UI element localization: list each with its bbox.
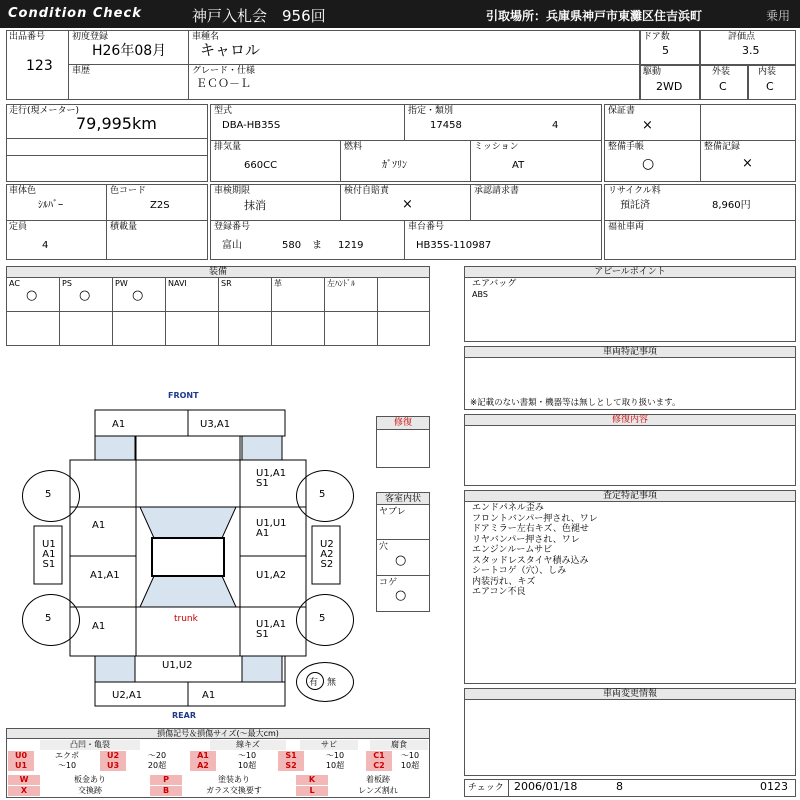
recycle-fee: 8,960円 xyxy=(712,200,751,211)
legend-group-1: 線キズ xyxy=(210,740,286,750)
logo: Condition Check xyxy=(8,6,142,21)
repair-content-title: 修復内容 xyxy=(465,415,795,426)
inspection-line-5: エンジンルームサビ xyxy=(472,545,553,555)
recycle-status: 預託済 xyxy=(620,200,650,211)
mission-label: ミッション xyxy=(474,142,519,152)
record-label: 整備記録 xyxy=(704,142,741,152)
chassis-label: 車台番号 xyxy=(408,222,445,232)
legend-r4-5: レンズ割れ xyxy=(358,786,398,795)
legend-r4-3: ガラス交換要す xyxy=(206,786,262,795)
inspection-line-4: リヤバンパー押され、ワレ xyxy=(472,534,580,545)
check-label: チェック xyxy=(468,783,504,793)
plate-area: 富山 xyxy=(222,240,242,251)
legend-r1-1: エクボ xyxy=(55,751,79,760)
maintenance-record: × xyxy=(742,156,753,171)
doors-label: ドア数 xyxy=(643,32,670,42)
inspection-line-9: エアコン不良 xyxy=(472,587,526,597)
spec-number: 17458 xyxy=(430,120,462,131)
mark-right-side: U2 A2 S2 xyxy=(320,539,334,570)
equipment-col-1-mark: ○ xyxy=(79,288,91,303)
check-n1: 8 xyxy=(616,780,623,793)
legend-r4-4: L xyxy=(296,786,328,796)
equipment-col-1-name: PS xyxy=(62,279,72,288)
chassis-number: HB35S-110987 xyxy=(416,240,492,251)
special-title: 車両特記事項 xyxy=(465,347,795,358)
mark-top-right: U3,A1 xyxy=(200,419,231,430)
mark-right-2: U1,U1 A1 xyxy=(256,518,287,539)
inspection-line-7: シートコゲ（穴）、しみ xyxy=(472,566,567,576)
legend-r2-8: C2 xyxy=(366,761,392,771)
legend-r2-6: S2 xyxy=(278,761,304,771)
grade-label: グレード・仕様 xyxy=(192,66,256,76)
mark-bottom-right: A1 xyxy=(202,690,216,701)
capacity: 4 xyxy=(42,240,49,251)
tire-rl-value: 5 xyxy=(45,613,52,624)
mark-bottom-mid: U1,U2 xyxy=(162,660,193,671)
mark-left-side: U1 A1 S1 xyxy=(42,539,56,570)
equipment-col-4-name: SR xyxy=(221,279,232,288)
maintenance-manual: ○ xyxy=(642,156,655,172)
inspection-expiry: 抹消 xyxy=(244,199,266,212)
int-grade: C xyxy=(766,80,774,93)
legend-r2-7: 10超 xyxy=(325,761,345,770)
mark-right-4: U1,A1 S1 xyxy=(256,619,287,640)
mark-left-1: A1 xyxy=(92,520,106,531)
load-label: 積載量 xyxy=(110,222,138,232)
legend-r2-0: U1 xyxy=(8,761,34,771)
legend-r2-1: 〜10 xyxy=(57,761,77,770)
cabin-item-2: 穴 xyxy=(379,542,389,552)
legend-r1-2: U2 xyxy=(100,751,126,761)
int-label: 内装 xyxy=(758,67,777,77)
capacity-label: 定員 xyxy=(9,222,28,232)
plate-kana: ま xyxy=(312,240,322,251)
first-registration: H26年08月 xyxy=(92,43,167,59)
plate-class: 580 xyxy=(282,240,302,251)
tire-fl-value: 5 xyxy=(45,489,52,500)
ext-label: 外装 xyxy=(712,67,731,77)
equipment-col-6-name: 左ﾊﾝﾄﾞﾙ xyxy=(327,279,355,288)
legend-r1-8: C1 xyxy=(366,751,392,761)
mark-left-2: A1,A1 xyxy=(90,570,120,581)
fuel-label: 燃料 xyxy=(344,142,363,152)
autotax-label: 検付自賠責 xyxy=(344,186,390,196)
inspection-line-8: 内装汚れ、キズ xyxy=(472,576,536,587)
inspection-line-2: フロントバンパー押され、ワレ xyxy=(472,513,598,524)
legend-r4-1: 交換跡 xyxy=(78,786,102,795)
legend-title: 損傷記号＆損傷サイズ(〜最大cm) xyxy=(7,729,429,739)
legend-r1-0: U0 xyxy=(8,751,34,761)
color-code: Z2S xyxy=(150,200,170,211)
legend-r1-9: 〜10 xyxy=(400,751,420,760)
drive-label: 駆動 xyxy=(643,67,662,77)
mileage: 79,995km xyxy=(76,114,157,133)
auction-title: 神戸入札会 956回 xyxy=(192,7,326,25)
legend-group-0: 凸凹・亀裂 xyxy=(40,740,140,750)
check-n2: 0123 xyxy=(760,780,788,793)
manual-label: 整備手帳 xyxy=(608,142,645,152)
type-label: 型式 xyxy=(214,106,233,116)
legend-r2-2: U3 xyxy=(100,761,126,771)
approval-label: 承認請求書 xyxy=(474,186,520,196)
fuel: ｶﾞｿﾘﾝ xyxy=(382,160,407,171)
appeal-line-2: ABS xyxy=(472,290,488,299)
score: 3.5 xyxy=(742,44,760,57)
legend-r3-2: P xyxy=(150,775,182,785)
history-label: 車歴 xyxy=(72,66,91,76)
mark-right-3: U1,A2 xyxy=(256,570,287,581)
check-date: 2006/01/18 xyxy=(514,780,578,793)
inspection-line-1: エンドパネル歪み xyxy=(472,503,544,513)
drive: 2WD xyxy=(656,80,683,93)
appeal-line-1: エアバッグ xyxy=(472,279,517,289)
tire-rr-value: 5 xyxy=(319,613,326,624)
legend-r2-4: A2 xyxy=(190,761,216,771)
cabin-item-1: ヤブレ xyxy=(379,507,406,517)
spare-tire xyxy=(296,662,354,702)
plate-number: 1219 xyxy=(338,240,364,251)
mission: AT xyxy=(512,160,525,171)
lot-number: 123 xyxy=(26,58,53,74)
warranty: × xyxy=(642,118,653,133)
welfare-label: 福祉車両 xyxy=(608,222,645,232)
legend-r2-5: 10超 xyxy=(237,761,257,770)
equipment-title: 装備 xyxy=(7,267,429,278)
colorcode-label: 色コード xyxy=(110,186,147,196)
spare-yes: 有 xyxy=(309,678,319,688)
mark-top-left: A1 xyxy=(112,419,126,430)
displacement: 660CC xyxy=(244,160,278,171)
recycle-label: リサイクル料 xyxy=(608,186,661,196)
legend-r2-3: 20超 xyxy=(147,761,167,770)
legend-r3-4: K xyxy=(296,775,328,785)
warranty-label: 保証書 xyxy=(608,106,636,116)
doors: 5 xyxy=(662,44,669,57)
inspection-line-6: スタッドレスタイヤ積み込み xyxy=(472,555,589,566)
appeal-title: アピールポイント xyxy=(465,267,795,278)
equipment-col-2-name: PW xyxy=(115,279,128,288)
equipment-col-5-name: 革 xyxy=(274,279,282,288)
mark-right-1: U1,A1 S1 xyxy=(256,468,287,489)
legend-r3-0: W xyxy=(8,775,40,785)
body-color: ｼﾙﾊﾞｰ xyxy=(38,200,63,211)
model-type: DBA-HB35S xyxy=(222,120,281,131)
legend-r4-0: X xyxy=(8,786,40,796)
plate-label: 登録番号 xyxy=(214,222,251,232)
legend-group-3: 腐食 xyxy=(370,740,428,750)
special-note: ※記載のない書類・機器等は無しとして取り扱います。 xyxy=(470,398,681,408)
equipment-col-0-name: AC xyxy=(9,279,20,288)
legend-r1-3: 〜20 xyxy=(147,751,167,760)
model-label: 車種名 xyxy=(192,32,220,42)
mark-left-3: A1 xyxy=(92,621,106,632)
legend-r1-4: A1 xyxy=(190,751,216,761)
change-info-title: 車両変更情報 xyxy=(465,689,795,700)
spare-none: 無 xyxy=(327,678,337,688)
cabin-mark-3: ○ xyxy=(395,588,407,603)
spec-label: 指定・類別 xyxy=(408,106,454,116)
mark-bottom-left: U2,A1 xyxy=(112,690,143,701)
trunk-label: trunk xyxy=(174,614,198,624)
legend-r1-6: S1 xyxy=(278,751,304,761)
model-name: キャロル xyxy=(200,41,261,59)
legend-r2-9: 10超 xyxy=(400,761,420,770)
inspection-line-3: ドアミラー左右キズ、色褪せ xyxy=(472,524,589,534)
legend-r4-2: B xyxy=(150,786,182,796)
equipment-col-0-mark: ○ xyxy=(26,288,38,303)
cabin-item-3: コゲ xyxy=(379,578,398,588)
grade: ＥＣＯ－Ｌ xyxy=(196,77,251,90)
equipment-col-2-mark: ○ xyxy=(132,288,144,303)
displacement-label: 排気量 xyxy=(214,142,242,152)
legend-r3-1: 板金あり xyxy=(74,775,106,784)
legend-r3-5: 着板跡 xyxy=(366,775,390,784)
cabin-title: 客室内状 xyxy=(377,493,429,505)
repair-title: 修復 xyxy=(377,417,429,430)
color-label: 車体色 xyxy=(9,186,37,196)
reg-label: 初度登録 xyxy=(72,32,109,42)
autotax: × xyxy=(402,197,413,212)
lot-label: 出品番号 xyxy=(9,32,46,42)
inspect-label: 車検期限 xyxy=(214,186,251,196)
mileage-label: 走行(現メーター) xyxy=(9,106,80,116)
legend-r1-7: 〜10 xyxy=(325,751,345,760)
spec-class: 4 xyxy=(552,120,559,131)
category: 乗用 xyxy=(766,9,791,23)
legend-r1-5: 〜10 xyxy=(237,751,257,760)
front-label: FRONT xyxy=(168,391,199,400)
score-label: 評価点 xyxy=(728,32,756,42)
tire-fr-value: 5 xyxy=(319,489,326,500)
equipment-col-3-name: NAVI xyxy=(168,279,187,288)
legend-group-2: サビ xyxy=(300,740,358,750)
cabin-mark-2: ○ xyxy=(395,553,407,568)
rear-label: REAR xyxy=(172,711,196,720)
inspection-title: 査定特記事項 xyxy=(465,491,795,502)
pickup-location: 引取場所：兵庫県神戸市東灘区住吉浜町 xyxy=(486,9,703,23)
ext-grade: C xyxy=(719,80,727,93)
legend-r3-3: 塗装あり xyxy=(218,775,250,784)
